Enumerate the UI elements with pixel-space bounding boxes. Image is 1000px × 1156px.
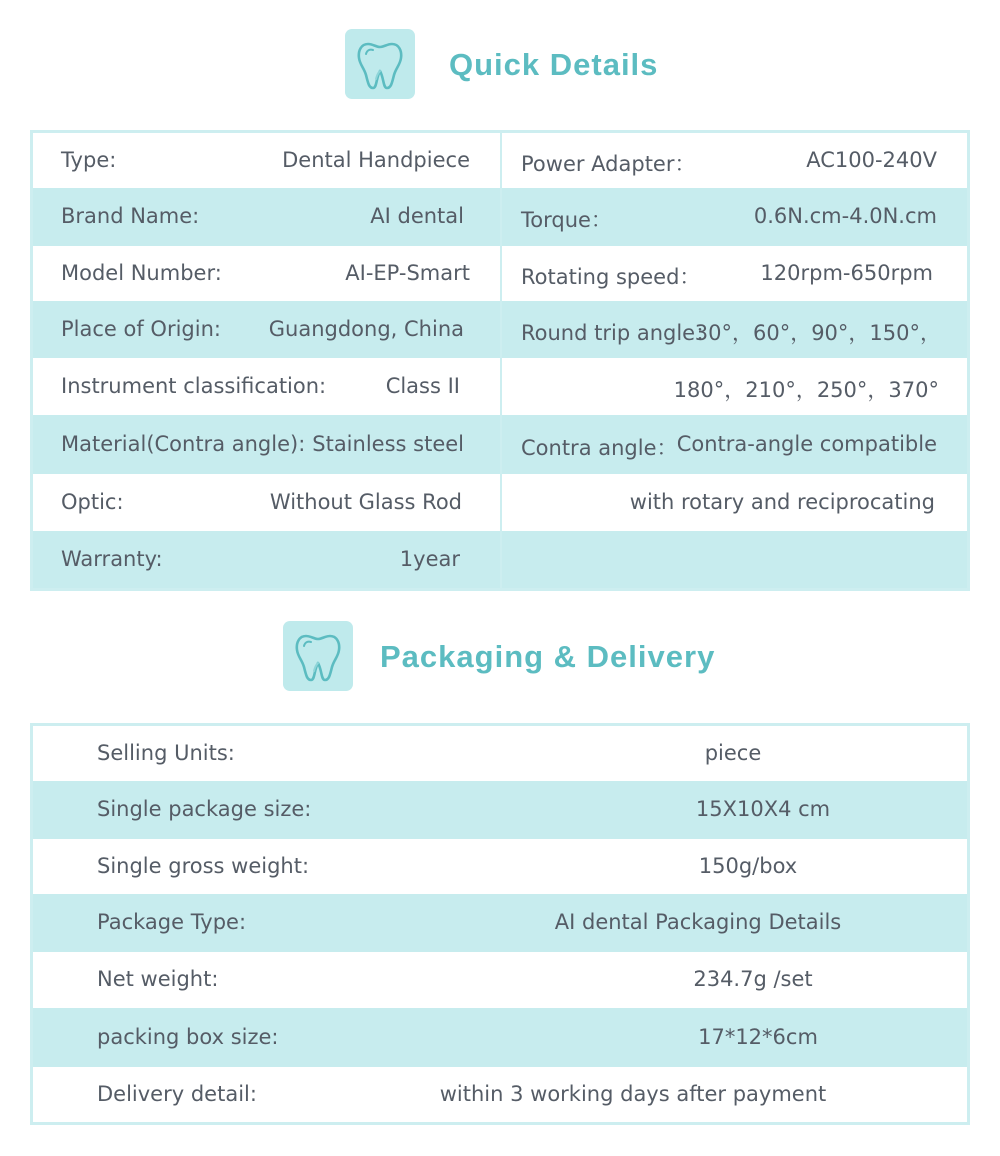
field-value: within 3 working days after payment xyxy=(439,1081,827,1106)
field-label: Rotating speed： xyxy=(521,264,701,289)
field-value: piece xyxy=(704,740,762,765)
packaging-header xyxy=(0,621,1000,693)
field-value: 15X10X4 cm xyxy=(695,797,831,821)
field-value: 30°，60°，90°，150°， xyxy=(694,320,941,345)
field-value: AC100-240V xyxy=(806,147,937,172)
field-label: Delivery detail: xyxy=(97,1081,257,1106)
field-value: Dental Handpiece xyxy=(282,147,470,172)
field-value: 150g/box xyxy=(698,853,798,878)
field-label: Warranty: xyxy=(61,546,163,571)
field-label: Type: xyxy=(61,147,117,172)
field-value: Contra-angle compatible xyxy=(676,431,937,456)
field-value: Without Glass Rod xyxy=(269,489,462,514)
section-title-quick-details: Quick Details xyxy=(449,47,659,82)
field-label: Model Number: xyxy=(61,260,222,285)
field-value: AI dental Packaging Details xyxy=(554,910,842,934)
quick-details-table xyxy=(30,130,970,591)
quick-details-header xyxy=(0,29,1000,101)
field-value: 1year xyxy=(399,546,460,571)
field-label: Power Adapter： xyxy=(521,151,696,176)
tooth-icon xyxy=(345,29,415,99)
column-divider xyxy=(500,133,502,588)
field-value: Guangdong, China xyxy=(268,316,464,341)
field-value: with rotary and reciprocating xyxy=(629,489,935,514)
field-label: Torque： xyxy=(521,208,612,232)
field-value: Class II xyxy=(385,373,460,398)
field-label: Contra angle： xyxy=(521,435,678,460)
field-value: AI dental xyxy=(370,204,464,228)
field-label: packing box size: xyxy=(97,1024,279,1049)
field-label: Material(Contra angle): xyxy=(61,431,306,456)
field-value: 180°，210°，250°，370° xyxy=(673,377,939,402)
field-label: Single gross weight: xyxy=(97,853,310,878)
field-label: Place of Origin: xyxy=(61,316,221,341)
field-value: Stainless steel xyxy=(312,431,464,456)
tooth-icon xyxy=(283,621,353,691)
field-label: Selling Units: xyxy=(97,740,235,765)
field-value: 234.7g /set xyxy=(693,967,813,991)
field-label: Instrument classification: xyxy=(61,373,327,398)
field-value: 17*12*6cm xyxy=(698,1024,818,1049)
field-label: Round trip angle： xyxy=(521,320,717,345)
field-label: Package Type: xyxy=(97,910,247,934)
field-label: Single package size: xyxy=(97,797,312,821)
field-label: Optic: xyxy=(61,489,124,514)
section-title-packaging: Packaging & Delivery xyxy=(380,639,716,674)
field-label: Net weight: xyxy=(97,967,219,991)
packaging-table xyxy=(30,723,970,1125)
field-value: 120rpm-650rpm xyxy=(760,260,933,285)
field-value: 0.6N.cm-4.0N.cm xyxy=(753,204,937,228)
field-value: AI-EP-Smart xyxy=(345,260,470,285)
field-label: Brand Name: xyxy=(61,204,200,228)
